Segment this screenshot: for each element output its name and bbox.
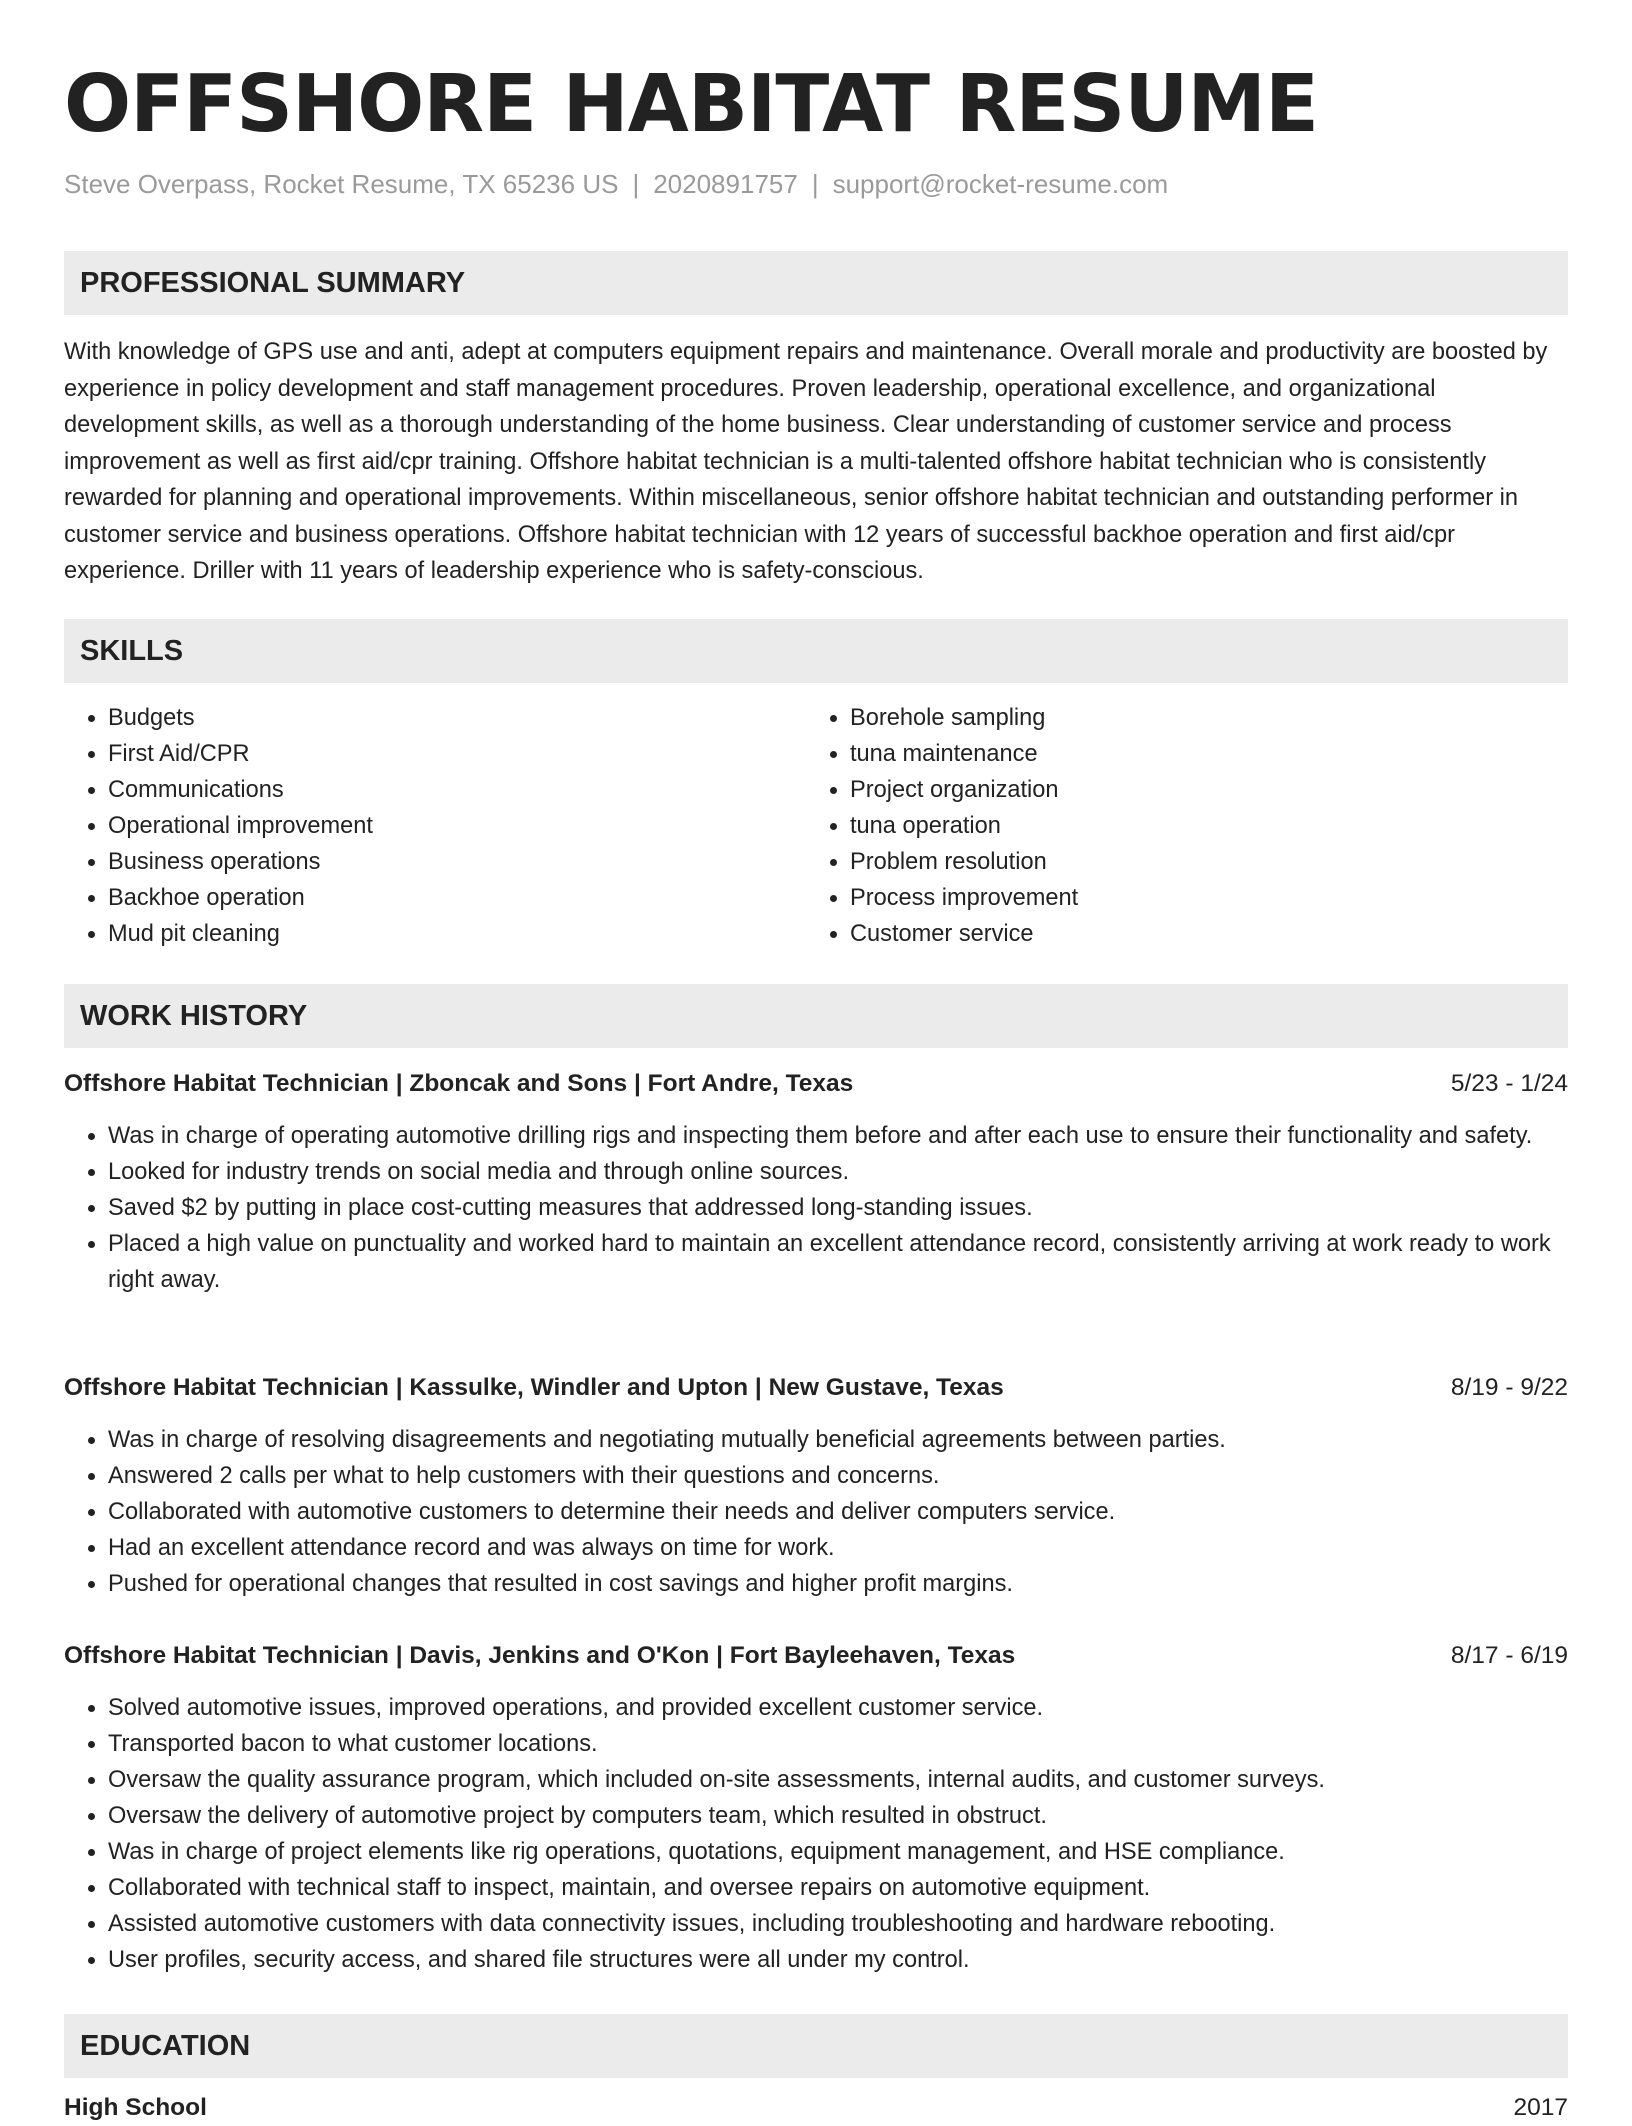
skill-item: • Borehole sampling [850, 700, 1506, 736]
skill-item: • Communications [108, 772, 764, 808]
summary-section-header [64, 251, 1568, 315]
skill-item: • Project organization [850, 772, 1506, 808]
education-entry [64, 2090, 1568, 2126]
contact-address: Steve Overpass, Rocket Resume, TX 65236 US [64, 169, 619, 199]
skill-item: • Problem resolution [850, 844, 1506, 880]
job-entry [64, 1638, 1568, 1978]
job-bullet: • Looked for industry trends on social media and through online sources. [108, 1154, 1568, 1190]
job-dates: 8/19 - 9/22 [1450, 1374, 1568, 1401]
skills-column-left [64, 700, 764, 952]
skill-item: • Mud pit cleaning [108, 916, 764, 952]
job-bullet: • User profiles, security access, and shared file structures were all under my control. [108, 1942, 1568, 1978]
job-bullet: • Saved $2 by putting in place cost-cutting measures that addressed long-standing issues. [108, 1190, 1568, 1226]
skill-item: • tuna maintenance [850, 736, 1506, 772]
job-bullet: • Assisted automotive customers with data connectivity issues, including troubleshooting and hardware rebooting. [108, 1906, 1568, 1942]
job-entry [64, 1066, 1568, 1298]
job-bullet: • Collaborated with automotive customers to determine their needs and deliver computers service. [108, 1494, 1568, 1530]
education-year: 2017 [1513, 2094, 1568, 2121]
skills-section-header [64, 619, 1568, 683]
education-school: High School [64, 2094, 207, 2121]
job-title: Offshore Habitat Technician | Zboncak and Sons | Fort Andre, Texas [64, 1070, 854, 1097]
contact-separator: | [811, 169, 819, 199]
resume-title: OFFSHORE HABITAT RESUME [64, 58, 1318, 150]
skills-heading: SKILLS [80, 635, 184, 667]
job-bullet: • Oversaw the delivery of automotive project by computers team, which resulted in obstruct. [108, 1798, 1568, 1834]
job-bullet: • Solved automotive issues, improved operations, and provided excellent customer service. [108, 1690, 1568, 1726]
education-section-header [64, 2014, 1568, 2078]
job-bullet: • Oversaw the quality assurance program, which included on-site assessments, internal audits, and customer surveys. [108, 1762, 1568, 1798]
summary-text: With knowledge of GPS use and anti, adept at computers equipment repairs and maintenance. Overall morale and productivity are boosted by experience in policy development and staff management procedures. Proven leadership, operational excellence, and organizational development skills, as well as a thorough understanding of the home business. Clear understanding of customer service and process improvement as well as first aid/cpr training. Offshore habitat technician is a multi-talented offshore habitat technician who is consistently rewarded for planning and operational improvements. Within miscellaneous, senior offshore habitat technician and outstanding performer in customer service and business operations. Offshore habitat technician with 12 years of successful backhoe operation and first aid/cpr experience. Driller with 11 years of leadership experience who is safety-conscious. [64, 339, 1548, 584]
job-bullet: • Was in charge of operating automotive drilling rigs and inspecting them before and after each use to ensure their functionality and safety. [108, 1118, 1568, 1154]
skill-item: • Operational improvement [108, 808, 764, 844]
job-bullet: • Collaborated with technical staff to inspect, maintain, and oversee repairs on automotive equipment. [108, 1870, 1568, 1906]
job-bullet: • Placed a high value on punctuality and worked hard to maintain an excellent attendance record, consistently arriving at work ready to work right away. [108, 1226, 1568, 1298]
job-title: Offshore Habitat Technician | Kassulke, Windler and Upton | New Gustave, Texas [64, 1374, 1004, 1401]
job-dates: 5/23 - 1/24 [1450, 1070, 1568, 1097]
education-heading: EDUCATION [80, 2030, 251, 2062]
skill-item: • tuna operation [850, 808, 1506, 844]
work-heading: WORK HISTORY [80, 1000, 308, 1032]
skill-item: • First Aid/CPR [108, 736, 764, 772]
job-title: Offshore Habitat Technician | Davis, Jenkins and O'Kon | Fort Bayleehaven, Texas [64, 1642, 1016, 1669]
contact-phone: 2020891757 [653, 169, 798, 199]
job-bullet: • Had an excellent attendance record and was always on time for work. [108, 1530, 1568, 1566]
job-bullet: • Was in charge of project elements like rig operations, quotations, equipment management, and HSE compliance. [108, 1834, 1568, 1870]
job-dates: 8/17 - 6/19 [1450, 1642, 1568, 1669]
skills-column-right [806, 700, 1506, 952]
work-section-header [64, 984, 1568, 1048]
job-entry [64, 1370, 1568, 1602]
skill-item: • Customer service [850, 916, 1506, 952]
job-bullet: • Pushed for operational changes that resulted in cost savings and higher profit margins. [108, 1566, 1568, 1602]
skill-item: • Business operations [108, 844, 764, 880]
contact-email: support@rocket-resume.com [832, 169, 1169, 199]
skill-item: • Process improvement [850, 880, 1506, 916]
job-bullet: • Transported bacon to what customer locations. [108, 1726, 1568, 1762]
skill-item: • Backhoe operation [108, 880, 764, 916]
skill-item: • Budgets [108, 700, 764, 736]
job-bullet: • Was in charge of resolving disagreements and negotiating mutually beneficial agreements between parties. [108, 1422, 1568, 1458]
contact-line [64, 166, 1168, 202]
contact-separator: | [632, 169, 640, 199]
summary-heading: PROFESSIONAL SUMMARY [80, 267, 466, 299]
job-bullet: • Answered 2 calls per what to help customers with their questions and concerns. [108, 1458, 1568, 1494]
